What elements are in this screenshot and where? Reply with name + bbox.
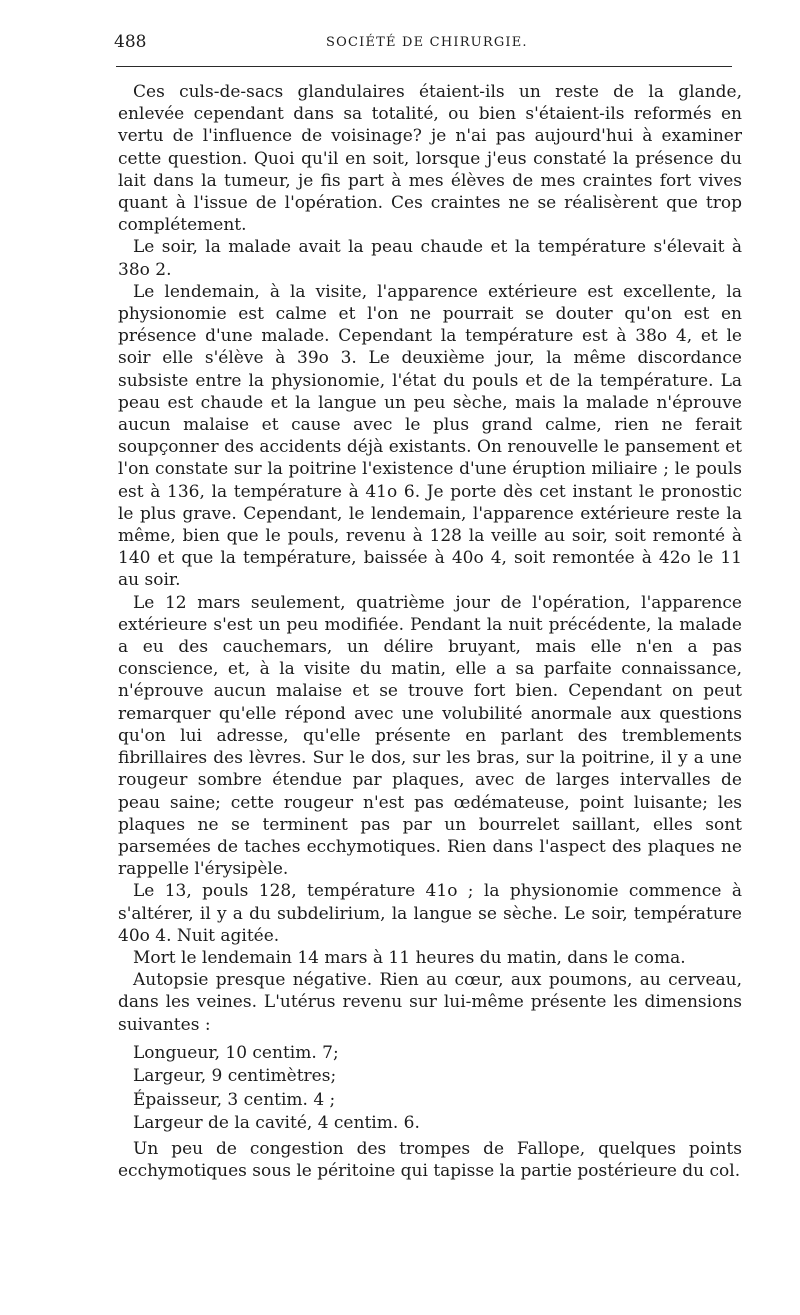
measurement-thickness: Épaisseur, 3 centim. 4 ; xyxy=(133,1089,336,1110)
measurement-cavity-width: Largeur de la cavité, 4 centim. 6. xyxy=(133,1113,420,1134)
running-title: SOCIÉTÉ DE CHIRURGIE. xyxy=(326,35,528,50)
paragraph-culs-de-sacs: Ces culs-de-sacs glandulaires étaient-ils un reste de la glande, enlevée cependant dans sa totalité, ou bien s'étaient-ils reformés en vertu de l'influence de voisinage? je n'ai pas aujourd'hui à examiner cette question. Quoi qu'il en soit, lorsque j'eus constaté la présence du lait dans la tumeur, je fis part à mes élèves de mes craintes fort vives quant à l'issue de l'opération. Ces craintes ne se réalisèrent que trop complétement. xyxy=(118,82,742,236)
measurement-width: Largeur, 9 centimètres; xyxy=(133,1066,337,1087)
paragraph-death: Mort le lendemain 14 mars à 11 heures du matin, dans le coma. xyxy=(133,947,686,968)
paragraph-evening-temperature: Le soir, la malade avait la peau chaude et la température s'élevait à 38o 2. xyxy=(118,237,742,280)
body-text xyxy=(118,81,742,1182)
paragraph-march-12: Le 12 mars seulement, quatrième jour de l'opération, l'apparence extérieure s'est un peu modifiée. Pendant la nuit précédente, la malade a eu des cauchemars, un délire bruyant, mais elle n'en a pas conscience, et, à la visite du matin, elle a sa parfaite connaissance, n'éprouve aucun malaise et se trouve fort bien. Cependant on peut remarquer qu'elle répond avec une volubilité anormale aux questions qu'on lui adresse, qu'elle présente en parlant des tremblements fibrillaires des lèvres. Sur le dos, sur les bras, sur la poitrine, il y a une rougeur sombre étendue par plaques, avec de larges intervalles de peau saine; cette rougeur n'est pas œdémateuse, point luisante; les plaques ne se terminent pas par un bourrelet saillant, elles sont parsemées de taches ecchymotiques. Rien dans l'aspect des plaques ne rappelle l'érysipèle. xyxy=(118,592,742,880)
header-rule xyxy=(116,66,732,67)
paragraph-march-13: Le 13, pouls 128, température 41o ; la physionomie commence à s'altérer, il y a du subdelirium, la langue se sèche. Le soir, température 40o 4. Nuit agitée. xyxy=(118,881,742,946)
uterus-measurements xyxy=(118,1042,742,1136)
paragraph-next-day: Le lendemain, à la visite, l'apparence extérieure est excellente, la physionomie est calme et l'on ne pourrait se douter qu'on est en présence d'une malade. Cependant la température est à 38o 4, et le soir elle s'élève à 39o 3. Le deuxième jour, la même discordance subsiste entre la physionomie, l'état du pouls et de la température. La peau est chaude et la langue un peu sèche, mais la malade n'éprouve aucun malaise et cause avec le plus grand calme, rien ne ferait soupçonner des accidents déjà existants. On renouvelle le pansement et l'on constate sur la poitrine l'existence d'une éruption miliaire ; le pouls est à 136, la température à 41o 6. Je porte dès cet instant le pronostic le plus grave. Cependant, le lendemain, l'apparence extérieure reste la même, bien que le pouls, revenu à 128 la veille au soir, soit remonté à 140 et que la température, baissée à 40o 4, soit remontée à 42o le 11 au soir. xyxy=(118,281,742,591)
page-number: 488 xyxy=(114,32,147,52)
paragraph-autopsy: Autopsie presque négative. Rien au cœur, aux poumons, au cerveau, dans les veines. L'utérus revenu sur lui-même présente les dimensions suivantes : xyxy=(118,970,742,1035)
paragraph-congestion: Un peu de congestion des trompes de Fallope, quelques points ecchymotiques sous le péritoine qui tapisse la partie postérieure du col. xyxy=(118,1138,742,1181)
measurement-length: Longueur, 10 centim. 7; xyxy=(133,1042,339,1063)
page-header xyxy=(114,32,742,60)
